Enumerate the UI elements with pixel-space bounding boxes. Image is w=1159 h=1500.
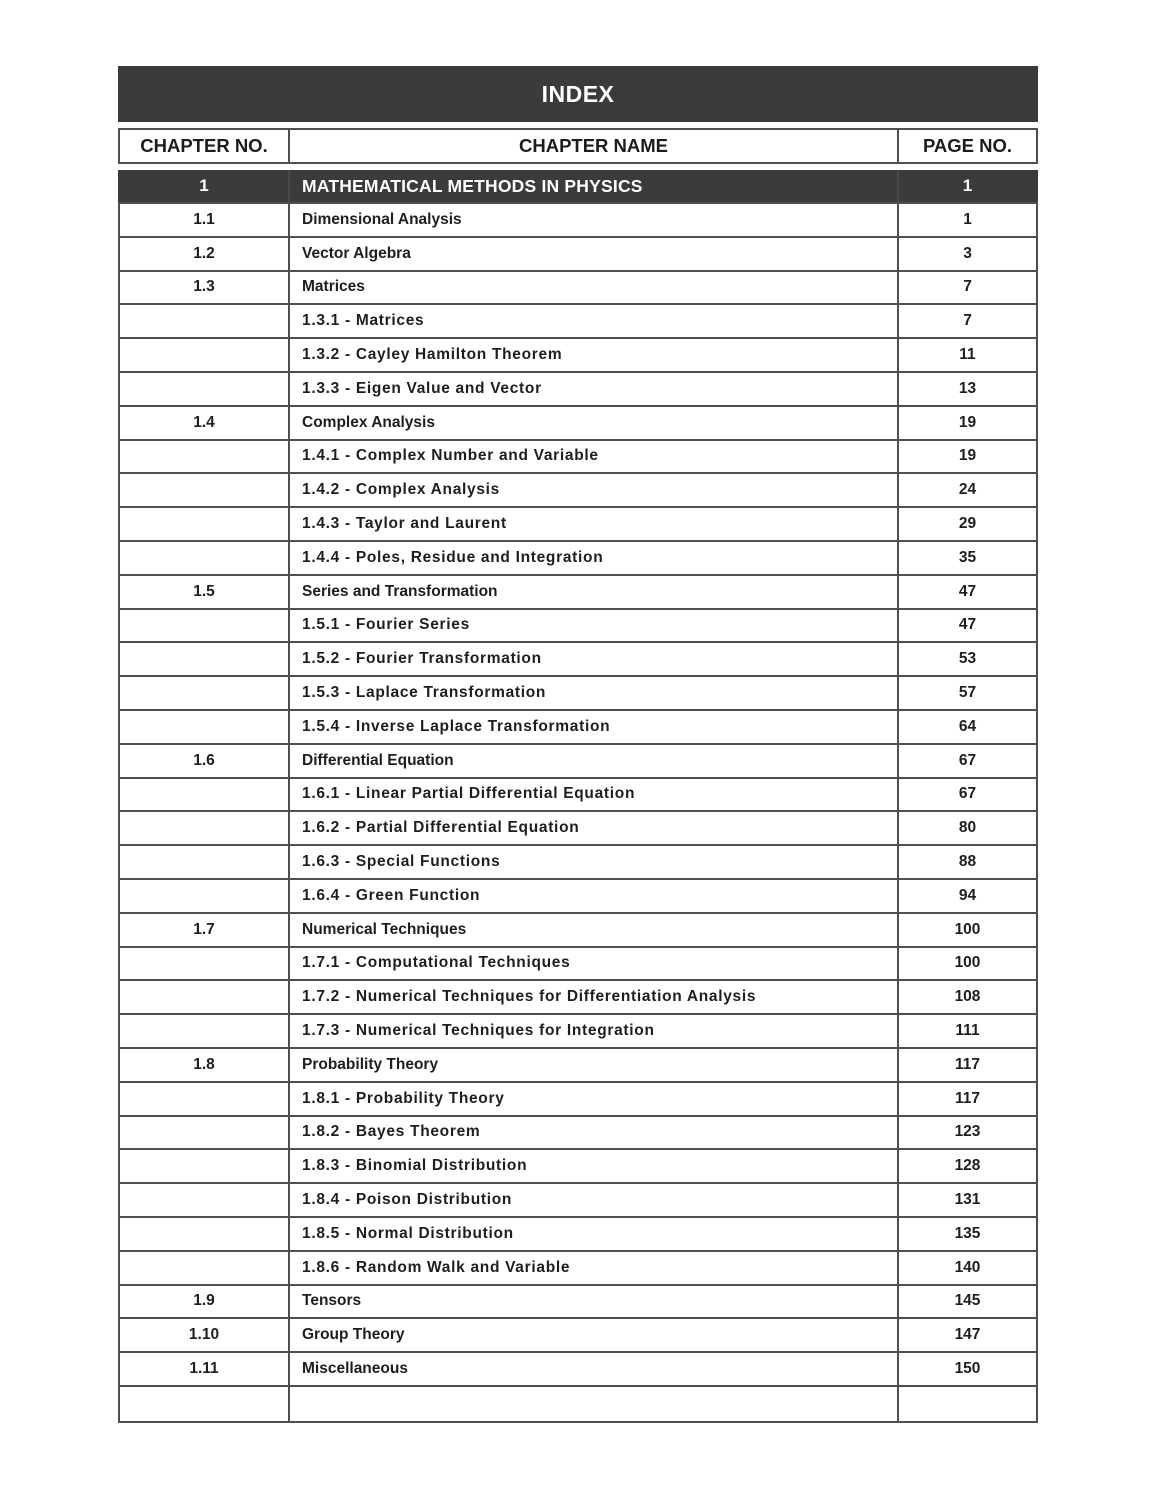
toc-row — [120, 508, 1036, 542]
toc-row — [120, 981, 1036, 1015]
toc-row — [120, 576, 1036, 610]
row-page-no: 35 — [958, 548, 977, 566]
toc-row — [120, 1252, 1036, 1286]
row-chapter-name: 1.3.1 - Matrices — [290, 305, 899, 337]
row-chapter-no: 1.4 — [120, 407, 290, 439]
row-chapter-name: Differential Equation — [290, 745, 899, 777]
row-chapter-no: 1.7 — [120, 914, 290, 946]
row-chapter-name: Probability Theory — [290, 1049, 899, 1081]
toc-rows — [118, 202, 1038, 1423]
row-page-no: 64 — [958, 717, 977, 735]
row-chapter-no — [120, 643, 290, 675]
row-chapter-name: 1.7.1 - Computational Techniques — [290, 948, 899, 980]
toc-row — [120, 1319, 1036, 1353]
row-chapter-no: 1.9 — [120, 1286, 290, 1318]
row-chapter-no: 1.11 — [120, 1353, 290, 1385]
row-chapter-name: Matrices — [290, 272, 899, 304]
row-page-no: 131 — [954, 1191, 981, 1208]
row-chapter-no: 1.2 — [120, 238, 290, 270]
row-chapter-name: 1.6.2 - Partial Differential Equation — [290, 812, 899, 844]
row-page-no: 29 — [958, 515, 977, 533]
row-chapter-no — [120, 474, 290, 506]
toc-row — [120, 880, 1036, 914]
toc-row — [120, 1387, 1036, 1421]
row-chapter-name: 1.4.4 - Poles, Residue and Integration — [290, 542, 899, 574]
toc-row — [120, 779, 1036, 813]
toc-row — [120, 373, 1036, 407]
row-chapter-no — [120, 1015, 290, 1047]
row-page-no: 123 — [954, 1123, 981, 1141]
row-chapter-no — [120, 1218, 290, 1250]
row-chapter-no: 1.8 — [120, 1049, 290, 1081]
row-chapter-no — [120, 1252, 290, 1284]
toc-row — [120, 1286, 1036, 1320]
row-chapter-no — [120, 339, 290, 371]
row-chapter-name: 1.3.2 - Cayley Hamilton Theorem — [290, 339, 899, 371]
row-chapter-name: 1.4.2 - Complex Analysis — [290, 474, 899, 506]
column-header-page-no: PAGE NO. — [922, 135, 1013, 156]
row-page-no: 7 — [963, 278, 972, 296]
row-chapter-no — [120, 779, 290, 811]
toc-row — [120, 272, 1036, 306]
toc-row — [120, 1117, 1036, 1151]
row-chapter-name: 1.8.4 - Poison Distribution — [290, 1184, 899, 1216]
row-chapter-name: 1.4.1 - Complex Number and Variable — [290, 441, 899, 473]
row-page-no: 53 — [958, 650, 977, 668]
toc-row — [120, 812, 1036, 846]
row-chapter-name: Tensors — [290, 1286, 899, 1318]
row-chapter-no: 1.1 — [120, 204, 290, 236]
toc-row — [120, 305, 1036, 339]
row-chapter-name: 1.4.3 - Taylor and Laurent — [290, 508, 899, 540]
toc-row — [120, 846, 1036, 880]
index-table — [118, 66, 1038, 1423]
toc-row — [120, 1218, 1036, 1252]
toc-row — [120, 474, 1036, 508]
row-page-no — [899, 1387, 1036, 1421]
row-chapter-name: Complex Analysis — [290, 407, 899, 439]
toc-row — [120, 1150, 1036, 1184]
row-page-no: 100 — [954, 954, 981, 972]
row-page-no: 13 — [958, 379, 977, 397]
row-page-no: 135 — [954, 1224, 981, 1242]
row-chapter-name: 1.5.1 - Fourier Series — [290, 610, 899, 642]
row-chapter-no — [120, 1184, 290, 1216]
row-chapter-name: Series and Transformation — [290, 576, 899, 608]
row-page-no: 67 — [958, 751, 977, 769]
toc-row — [120, 542, 1036, 576]
row-chapter-name: 1.5.4 - Inverse Laplace Transformation — [290, 711, 899, 743]
row-chapter-no — [120, 948, 290, 980]
toc-row — [120, 1353, 1036, 1387]
row-page-no: 147 — [954, 1326, 981, 1344]
toc-row — [120, 441, 1036, 475]
row-page-no: 1 — [963, 210, 972, 228]
row-page-no: 7 — [963, 312, 972, 330]
row-page-no: 111 — [955, 1022, 980, 1040]
row-chapter-no: 1.3 — [120, 272, 290, 304]
row-page-no: 100 — [954, 920, 981, 938]
toc-row — [120, 1184, 1036, 1218]
row-page-no: 24 — [958, 481, 977, 499]
row-page-no: 145 — [954, 1292, 981, 1310]
toc-row — [120, 1049, 1036, 1083]
toc-row — [120, 407, 1036, 441]
row-chapter-no — [120, 1117, 290, 1149]
toc-row — [120, 914, 1036, 948]
row-chapter-no — [120, 1150, 290, 1182]
row-chapter-no — [120, 981, 290, 1013]
row-chapter-name: 1.8.2 - Bayes Theorem — [290, 1117, 899, 1149]
row-chapter-no — [120, 812, 290, 844]
column-header-chapter-no: CHAPTER NO. — [120, 130, 290, 162]
row-chapter-no: 1.5 — [120, 576, 290, 608]
toc-row — [120, 745, 1036, 779]
toc-row — [120, 339, 1036, 373]
row-chapter-no — [120, 1083, 290, 1115]
row-chapter-name: Numerical Techniques — [290, 914, 899, 946]
row-chapter-name: Group Theory — [290, 1319, 899, 1351]
chapter-header-number: 1 — [120, 170, 290, 202]
toc-row — [120, 1015, 1036, 1049]
row-chapter-no — [120, 542, 290, 574]
row-page-no: 108 — [954, 988, 981, 1006]
row-chapter-no — [120, 711, 290, 743]
row-page-no: 80 — [958, 819, 977, 837]
row-chapter-name — [290, 1387, 899, 1421]
row-chapter-name: Miscellaneous — [290, 1353, 899, 1385]
index-title-bar — [118, 66, 1038, 122]
row-chapter-no — [120, 846, 290, 878]
toc-row — [120, 204, 1036, 238]
row-page-no: 57 — [958, 684, 977, 702]
row-chapter-name: 1.3.3 - Eigen Value and Vector — [290, 373, 899, 405]
row-chapter-no — [120, 1387, 290, 1421]
row-chapter-name: 1.6.1 - Linear Partial Differential Equation — [290, 779, 899, 811]
row-chapter-no: 1.10 — [120, 1319, 290, 1351]
row-page-no: 3 — [963, 244, 972, 262]
toc-row — [120, 610, 1036, 644]
row-chapter-name: 1.8.5 - Normal Distribution — [290, 1218, 899, 1250]
row-page-no: 19 — [958, 447, 977, 465]
row-chapter-no: 1.6 — [120, 745, 290, 777]
row-chapter-no — [120, 508, 290, 540]
toc-row — [120, 1083, 1036, 1117]
index-title: INDEX — [541, 80, 615, 107]
row-chapter-no — [120, 677, 290, 709]
row-page-no: 117 — [954, 1089, 980, 1107]
column-header-chapter-name: CHAPTER NAME — [290, 130, 899, 162]
row-chapter-name: 1.8.3 - Binomial Distribution — [290, 1150, 899, 1182]
row-chapter-name: 1.5.3 - Laplace Transformation — [290, 677, 899, 709]
row-chapter-no — [120, 441, 290, 473]
row-page-no: 67 — [958, 785, 977, 803]
chapter-header-page: 1 — [962, 176, 973, 195]
row-chapter-name: 1.7.3 - Numerical Techniques for Integration — [290, 1015, 899, 1047]
row-chapter-name: 1.6.3 - Special Functions — [290, 846, 899, 878]
row-page-no: 47 — [958, 616, 977, 634]
toc-row — [120, 948, 1036, 982]
row-chapter-no — [120, 610, 290, 642]
row-page-no: 117 — [954, 1055, 980, 1073]
row-page-no: 140 — [954, 1258, 981, 1276]
row-page-no: 47 — [958, 582, 977, 600]
toc-row — [120, 711, 1036, 745]
row-chapter-name: Vector Algebra — [290, 238, 899, 270]
row-chapter-name: 1.8.6 - Random Walk and Variable — [290, 1252, 899, 1284]
chapter-header-name: MATHEMATICAL METHODS IN PHYSICS — [290, 170, 899, 202]
toc-row — [120, 643, 1036, 677]
row-page-no: 150 — [954, 1359, 981, 1377]
toc-row — [120, 677, 1036, 711]
chapter-header-row — [118, 170, 1038, 202]
row-chapter-name: 1.6.4 - Green Function — [290, 880, 899, 912]
row-chapter-name: Dimensional Analysis — [290, 204, 899, 236]
row-chapter-no — [120, 880, 290, 912]
row-chapter-no — [120, 373, 290, 405]
row-chapter-no — [120, 305, 290, 337]
column-header-row — [118, 128, 1038, 164]
toc-row — [120, 238, 1036, 272]
row-page-no: 19 — [958, 413, 977, 431]
row-page-no: 128 — [954, 1157, 981, 1175]
row-page-no: 11 — [959, 346, 976, 364]
row-page-no: 94 — [958, 886, 977, 904]
row-chapter-name: 1.8.1 - Probability Theory — [290, 1083, 899, 1115]
row-chapter-name: 1.5.2 - Fourier Transformation — [290, 643, 899, 675]
row-chapter-name: 1.7.2 - Numerical Techniques for Differentiation Analysis — [290, 981, 899, 1013]
row-page-no: 88 — [958, 853, 977, 871]
